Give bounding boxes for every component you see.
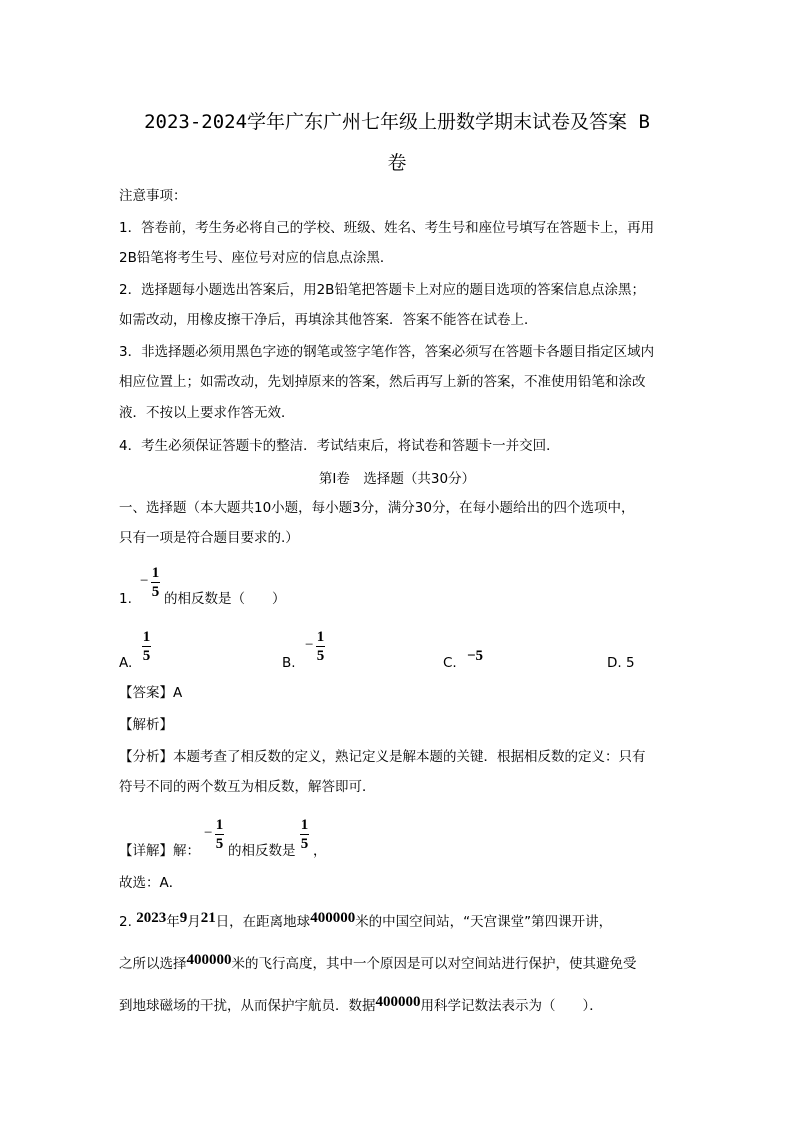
analysis-line: 【分析】本题考查了相反数的定义，熟记定义是解本题的关键．根据相反数的定义：只有 [119, 749, 646, 765]
text: 月 [187, 914, 201, 930]
fraction-sign: − [204, 825, 213, 841]
numerator: 1 [151, 565, 160, 581]
section-title: 第Ⅰ卷 选择题（共30分） [318, 471, 476, 487]
document-title: 2023-2024学年广东广州七年级上册数学期末试卷及答案 B [144, 111, 650, 133]
text: 米的飞行高度，其中一个原因是可以对空间站进行保护，使其避免受 [231, 956, 637, 972]
section-intro: 一、选择题（本大题共10小题，每小题3分，满分30分，在每小题给出的四个选项中， [119, 500, 635, 516]
question-number: 2. [119, 914, 132, 930]
text: 到地球磁场的干扰，从而保护宇航员．数据 [119, 998, 376, 1014]
distance: 400000 [375, 994, 421, 1010]
option-b-label: B. [282, 655, 296, 671]
notice-heading: 注意事项： [119, 188, 187, 204]
option-a-label: A. [119, 655, 133, 671]
analysis-line: 符号不同的两个数互为相反数，解答即可． [119, 779, 376, 795]
option-a-fraction [142, 629, 151, 664]
document-title-cont: 卷 [387, 152, 407, 174]
distance: 400000 [186, 952, 232, 968]
answer: 【答案】A [119, 685, 183, 701]
notice-line: 相应位置上；如需改动，先划掉原来的答案，然后再写上新的答案，不准使用铅笔和涂改 [119, 374, 646, 390]
text: 用科学记数法表示为（ ）． [420, 998, 603, 1014]
option-d-value: 5 [625, 655, 635, 671]
detail-text: ， [313, 843, 327, 859]
section-intro: 只有一项是符合题目要求的.） [119, 530, 299, 546]
analysis-heading: 【解析】 [119, 717, 173, 733]
text: 之所以选择 [119, 956, 187, 972]
month: 9 [179, 910, 188, 926]
distance: 400000 [310, 910, 356, 926]
notice-line: 3．非选择题必须用黑色字迹的钢笔或签字笔作答，答案必须写在答题卡各题目指定区域内 [119, 344, 655, 360]
fraction [300, 817, 309, 852]
option-d-label: D. [607, 655, 622, 671]
detail-text: 的相反数是 [228, 843, 296, 859]
option-d [607, 654, 635, 672]
day: 21 [200, 910, 216, 926]
notice-line: 1．答卷前，考生务必将自己的学校、班级、姓名、考生号和座位号填写在答题卡上，再用 [119, 220, 655, 236]
text: 年 [166, 914, 180, 930]
question-line [119, 952, 637, 973]
fraction [151, 565, 160, 600]
denominator: 5 [215, 836, 224, 852]
fraction-sign: − [305, 637, 314, 653]
notice-line: 2．选择题每小题选出答案后，用2B铅笔把答题卡上对应的题目选项的答案信息点涂黑； [119, 282, 645, 298]
conclusion: 故选：A． [119, 875, 183, 891]
numerator: 1 [300, 817, 309, 833]
option-b-fraction [316, 629, 325, 664]
numerator: 1 [215, 817, 224, 833]
notice-line: 2B铅笔将考生号、座位号对应的信息点涂黑． [119, 250, 394, 266]
denominator: 5 [316, 648, 325, 664]
fraction [215, 817, 224, 852]
question-line [119, 994, 603, 1015]
notice-line: 液．不按以上要求作答无效． [119, 405, 295, 421]
denominator: 5 [142, 648, 151, 664]
question-number: 1. [119, 591, 132, 607]
denominator: 5 [300, 836, 309, 852]
question-stem: 的相反数是（ ） [164, 591, 286, 607]
fraction-sign: − [140, 573, 149, 589]
text: 米的中国空间站，“天宫课堂”第四课开讲， [355, 914, 613, 930]
option-c-value: −5 [467, 648, 484, 664]
option-c-label: C. [443, 655, 457, 671]
numerator: 1 [142, 629, 151, 645]
text: 日，在距离地球 [215, 914, 311, 930]
notice-line: 4．考生必须保证答题卡的整洁．考试结束后，将试卷和答题卡一并交回． [119, 438, 560, 454]
notice-line: 如需改动，用橡皮擦干净后，再填涂其他答案．答案不能答在试卷上． [119, 312, 538, 328]
denominator: 5 [151, 584, 160, 600]
numerator: 1 [316, 629, 325, 645]
year: 2023 [136, 910, 167, 926]
detail-prefix: 【详解】解： [119, 843, 200, 859]
question-line [119, 910, 613, 931]
